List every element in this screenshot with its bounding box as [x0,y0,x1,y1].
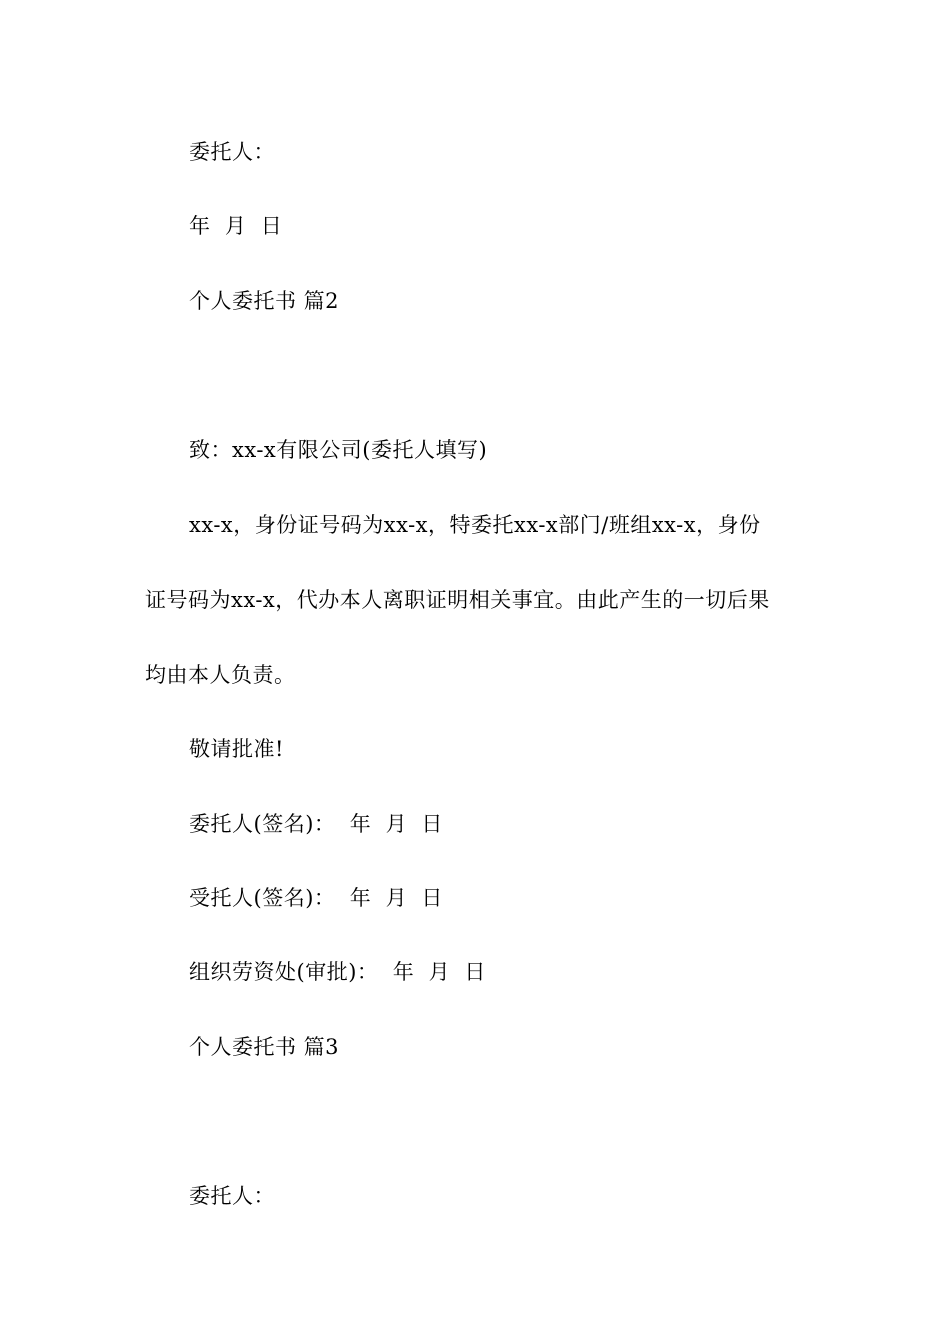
section-heading-3: 个人委托书 篇3 [189,1035,340,1059]
body-paragraph-line-1: xx-x，身份证号码为xx-x，特委托xx-x部门/班组xx-x，身份 [189,513,761,537]
principal-label-2: 委托人： [189,1184,275,1208]
approval-line: 组织劳资处(审批)： 年 月 日 [189,960,486,984]
body-paragraph-line-3: 均由本人负责。 [145,663,296,687]
recipient-line: 致：xx-x有限公司(委托人填写) [189,438,488,462]
closing-request: 敬请批准! [189,737,284,761]
section-heading-2: 个人委托书 篇2 [189,289,340,313]
principal-signature-line: 委托人(签名)： 年 月 日 [189,812,443,836]
body-paragraph-line-2: 证号码为xx-x，代办本人离职证明相关事宜。由此产生的一切后果 [145,588,770,612]
date-line: 年 月 日 [189,214,283,238]
principal-label: 委托人： [189,140,275,164]
agent-signature-line: 受托人(签名)： 年 月 日 [189,886,443,910]
